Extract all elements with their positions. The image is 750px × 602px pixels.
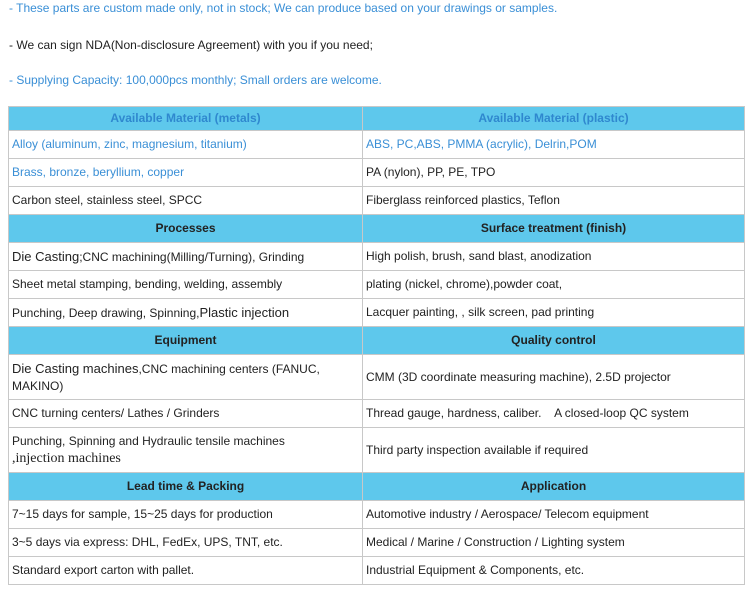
quality-cell: Thread gauge, hardness, caliber. A closed-loop QC system bbox=[363, 400, 745, 428]
material-plastic-cell: ABS, PC,ABS, PMMA (acrylic), Delrin,POM bbox=[363, 131, 745, 159]
table-row bbox=[9, 501, 745, 529]
process-highlight: Die Casting bbox=[12, 248, 80, 264]
header-lead: Lead time & Packing bbox=[9, 473, 363, 501]
equipment-text: ,CNC machining centers (FANUC, MAKINO) bbox=[12, 361, 320, 393]
process-text: Punching, Deep drawing, Spinning, bbox=[12, 305, 200, 320]
equipment-cell: CNC turning centers/ Lathes / Grinders bbox=[9, 400, 363, 428]
table-row bbox=[9, 159, 745, 187]
intro-line-3: - Supplying Capacity: 100,000pcs monthly; Small orders are welcome. bbox=[9, 73, 382, 87]
header-quality: Quality control bbox=[363, 327, 745, 355]
surface-cell: High polish, brush, sand blast, anodization bbox=[363, 243, 745, 271]
table-row bbox=[9, 131, 745, 159]
equipment-highlight: ,injection machines bbox=[12, 451, 121, 466]
header-surface: Surface treatment (finish) bbox=[363, 215, 745, 243]
table-row bbox=[9, 400, 745, 428]
table-row bbox=[9, 271, 745, 299]
application-cell: Medical / Marine / Construction / Lighting system bbox=[363, 529, 745, 557]
application-cell: Industrial Equipment & Components, etc. bbox=[363, 557, 745, 585]
process-highlight: Plastic injection bbox=[199, 304, 290, 320]
lead-cell: 3~5 days via express: DHL, FedEx, UPS, TNT, etc. bbox=[9, 529, 363, 557]
lead-cell: Standard export carton with pallet. bbox=[9, 557, 363, 585]
application-cell: Automotive industry / Aerospace/ Telecom equipment bbox=[363, 501, 745, 529]
process-cell bbox=[9, 243, 363, 271]
table-row bbox=[9, 557, 745, 585]
process-cell bbox=[9, 299, 363, 327]
intro-line-2: - We can sign NDA(Non-disclosure Agreement) with you if you need; bbox=[9, 38, 373, 52]
header-row-lead bbox=[9, 473, 745, 501]
surface-cell: Lacquer painting, , silk screen, pad printing bbox=[363, 299, 745, 327]
process-cell: Sheet metal stamping, bending, welding, assembly bbox=[9, 271, 363, 299]
header-row-materials bbox=[9, 107, 745, 131]
surface-cell: plating (nickel, chrome),powder coat, bbox=[363, 271, 745, 299]
table-row bbox=[9, 529, 745, 557]
table-row bbox=[9, 355, 745, 400]
lead-cell: 7~15 days for sample, 15~25 days for production bbox=[9, 501, 363, 529]
header-row-equipment bbox=[9, 327, 745, 355]
material-metal-cell: Brass, bronze, beryllium, copper bbox=[9, 159, 363, 187]
table-row bbox=[9, 243, 745, 271]
equipment-text: Punching, Spinning and Hydraulic tensile machines bbox=[12, 434, 285, 448]
quality-cell: CMM (3D coordinate measuring machine), 2.5D projector bbox=[363, 355, 745, 400]
header-application: Application bbox=[363, 473, 745, 501]
equipment-cell bbox=[9, 428, 363, 473]
header-processes: Processes bbox=[9, 215, 363, 243]
table-row bbox=[9, 299, 745, 327]
process-text: ;CNC machining(Milling/Turning), Grinding bbox=[79, 249, 305, 264]
table-row bbox=[9, 187, 745, 215]
equipment-highlight: Die Casting machines bbox=[12, 360, 139, 376]
quality-cell: Third party inspection available if required bbox=[363, 428, 745, 473]
header-equipment: Equipment bbox=[9, 327, 363, 355]
intro-line-1: - These parts are custom made only, not in stock; We can produce based on your drawings or samples. bbox=[9, 1, 558, 15]
material-metal-cell: Alloy (aluminum, zinc, magnesium, titanium) bbox=[9, 131, 363, 159]
spec-table bbox=[8, 106, 745, 585]
material-plastic-cell: Fiberglass reinforced plastics, Teflon bbox=[363, 187, 745, 215]
header-plastic: Available Material (plastic) bbox=[363, 107, 745, 131]
equipment-cell bbox=[9, 355, 363, 400]
header-metals: Available Material (metals) bbox=[9, 107, 363, 131]
material-metal-cell: Carbon steel, stainless steel, SPCC bbox=[9, 187, 363, 215]
material-plastic-cell: PA (nylon), PP, PE, TPO bbox=[363, 159, 745, 187]
table-row bbox=[9, 428, 745, 473]
header-row-processes bbox=[9, 215, 745, 243]
